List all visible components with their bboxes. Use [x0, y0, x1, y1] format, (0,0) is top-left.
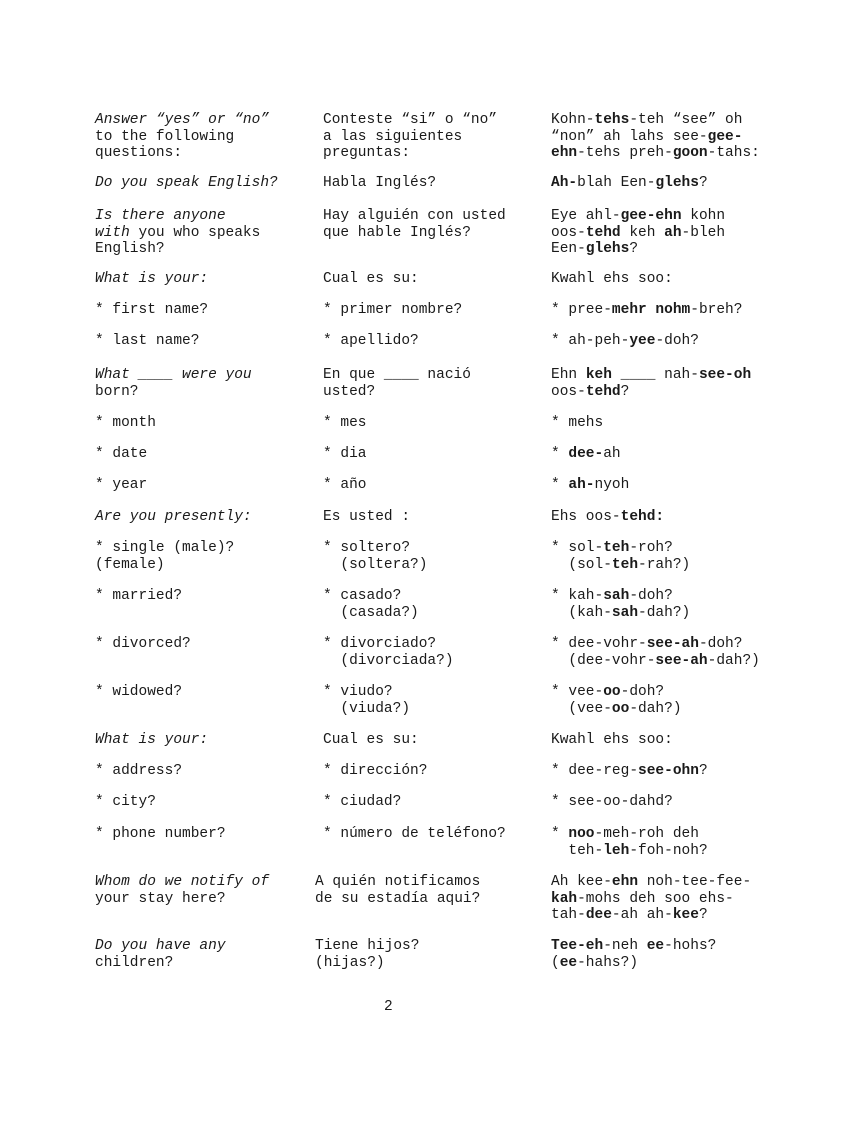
spanish-question-line1: A quién notificamos	[315, 874, 481, 890]
spanish-question-line1: Tiene hijos?	[315, 938, 420, 954]
pronunciation-item: * ah-peh-yee-doh?	[551, 333, 699, 349]
english-item: * address?	[95, 763, 183, 779]
english-question-line1: Whom do we notify of	[95, 874, 270, 890]
english-item-line1: * single (male)?	[95, 540, 235, 556]
pronunciation-question-line2: oos-tehd?	[551, 383, 630, 400]
spanish-question-line1: Hay alguién con usted	[323, 208, 506, 224]
pronunciation-item: * ah-nyoh	[551, 477, 630, 493]
spanish-heading: Cual es su:	[323, 271, 419, 287]
pronunciation-instruction-line2: “non” ah lahs see-gee-	[551, 128, 743, 145]
english-item: * phone number?	[95, 826, 226, 842]
english-question-line1: What ____ were you	[95, 367, 252, 383]
pronunciation-question-line1: Ah kee-ehn noh-tee-fee-	[551, 874, 752, 890]
english-question-line2: born?	[95, 383, 139, 400]
spanish-item-line2: (casada?)	[323, 604, 419, 621]
english-item: * month	[95, 415, 156, 431]
english-heading: What is your:	[95, 271, 209, 287]
spanish-item: * mes	[323, 415, 367, 431]
pronunciation-question-line3: Een-glehs?	[551, 241, 639, 257]
english-question-line1: Is there anyone	[95, 208, 226, 224]
english-item: * last name?	[95, 333, 200, 349]
pronunciation-question-line2: (ee-hahs?)	[551, 954, 639, 971]
spanish-item: * dirección?	[323, 763, 428, 779]
pronunciation-item-line2: (sol-teh-rah?)	[551, 556, 691, 573]
pronunciation-item-line1: * dee-vohr-see-ah-doh?	[551, 636, 743, 652]
spanish-heading: Cual es su:	[323, 732, 419, 748]
spanish-item-line1: * divorciado?	[323, 636, 437, 652]
english-item: * date	[95, 446, 148, 462]
spanish-heading: Es usted :	[323, 509, 411, 525]
pronunciation-item-line1: * vee-oo-doh?	[551, 684, 665, 700]
english-heading: What is your:	[95, 732, 209, 748]
spanish-item: * primer nombre?	[323, 302, 463, 318]
spanish-item-line2: (soltera?)	[323, 556, 428, 573]
english-item: * married?	[95, 588, 183, 604]
spanish-item: * número de teléfono?	[323, 826, 506, 842]
spanish-instruction-line3: preguntas:	[323, 145, 411, 161]
spanish-question-line2: usted?	[323, 383, 376, 400]
pronunciation-heading: Ehs oos-tehd:	[551, 509, 665, 525]
pronunciation-item: * pree-mehr nohm-breh?	[551, 302, 743, 318]
spanish-item: * año	[323, 477, 367, 493]
english-question-line2: your stay here?	[95, 890, 226, 907]
spanish-item-line1: * viudo?	[323, 684, 393, 700]
english-item: * city?	[95, 794, 156, 810]
spanish-item: * ciudad?	[323, 794, 402, 810]
spanish-item-line2: (divorciada?)	[323, 652, 454, 669]
pronunciation-instruction-line1: Kohn-tehs-teh “see” oh	[551, 112, 743, 128]
pronunciation-item: * dee-ah	[551, 446, 621, 462]
english-item: * first name?	[95, 302, 209, 318]
pronunciation-question-line1: Tee-eh-neh ee-hohs?	[551, 938, 717, 954]
pronunciation-heading: Kwahl ehs soo:	[551, 271, 673, 287]
spanish-item: * apellido?	[323, 333, 419, 349]
english-item: * widowed?	[95, 684, 183, 700]
pronunciation-item: * see-oo-dahd?	[551, 794, 673, 810]
pronunciation-question: Ah-blah Een-glehs?	[551, 175, 708, 191]
spanish-instruction-line2: a las siguientes	[323, 128, 463, 145]
english-item: * year	[95, 477, 148, 493]
spanish-instruction-line1: Conteste “si” o “no”	[323, 112, 498, 128]
english-question-line2: children?	[95, 954, 174, 971]
english-question-line1: Do you have any	[95, 938, 226, 954]
english-question-line3: English?	[95, 241, 165, 257]
pronunciation-question-line2: kah-mohs deh soo ehs-	[551, 890, 734, 907]
english-heading: Are you presently:	[95, 509, 252, 525]
pronunciation-item-line2: (kah-sah-dah?)	[551, 604, 691, 621]
pronunciation-instruction-line3: ehn-tehs preh-goon-tahs:	[551, 145, 760, 161]
spanish-question-line2: (hijas?)	[315, 954, 385, 971]
english-instruction-line2: to the following	[95, 128, 235, 145]
spanish-question-line2: que hable Inglés?	[323, 224, 471, 241]
english-question-line2: with you who speaks	[95, 224, 261, 241]
spanish-item-line2: (viuda?)	[323, 700, 411, 717]
spanish-item: * dia	[323, 446, 367, 462]
english-question: Do you speak English?	[95, 175, 278, 191]
english-instruction-line3: questions:	[95, 145, 183, 161]
spanish-question: Habla Inglés?	[323, 175, 437, 191]
english-item-line2: (female)	[95, 556, 165, 573]
pronunciation-question-line2: oos-tehd keh ah-bleh	[551, 224, 726, 241]
pronunciation-item-line1: * noo-meh-roh deh	[551, 826, 699, 842]
pronunciation-item-line2: (vee-oo-dah?)	[551, 700, 682, 717]
pronunciation-question-line1: Eye ahl-gee-ehn kohn	[551, 208, 726, 224]
pronunciation-question-line3: tah-dee-ah ah-kee?	[551, 907, 708, 923]
pronunciation-heading: Kwahl ehs soo:	[551, 732, 673, 748]
pronunciation-item-line2: (dee-vohr-see-ah-dah?)	[551, 652, 760, 669]
pronunciation-question-line1: Ehn keh ____ nah-see-oh	[551, 367, 752, 383]
spanish-item-line1: * casado?	[323, 588, 402, 604]
pronunciation-item-line2: teh-leh-foh-noh?	[551, 842, 708, 859]
pronunciation-item-line1: * sol-teh-roh?	[551, 540, 673, 556]
spanish-item-line1: * soltero?	[323, 540, 411, 556]
spanish-question-line2: de su estadía aqui?	[315, 890, 481, 907]
pronunciation-item: * mehs	[551, 415, 604, 431]
english-item: * divorced?	[95, 636, 191, 652]
spanish-question-line1: En que ____ nació	[323, 367, 471, 383]
pronunciation-item: * dee-reg-see-ohn?	[551, 763, 708, 779]
english-instruction-line1: Answer “yes” or “no”	[95, 112, 270, 128]
page-number: 2	[384, 999, 393, 1015]
pronunciation-item-line1: * kah-sah-doh?	[551, 588, 673, 604]
